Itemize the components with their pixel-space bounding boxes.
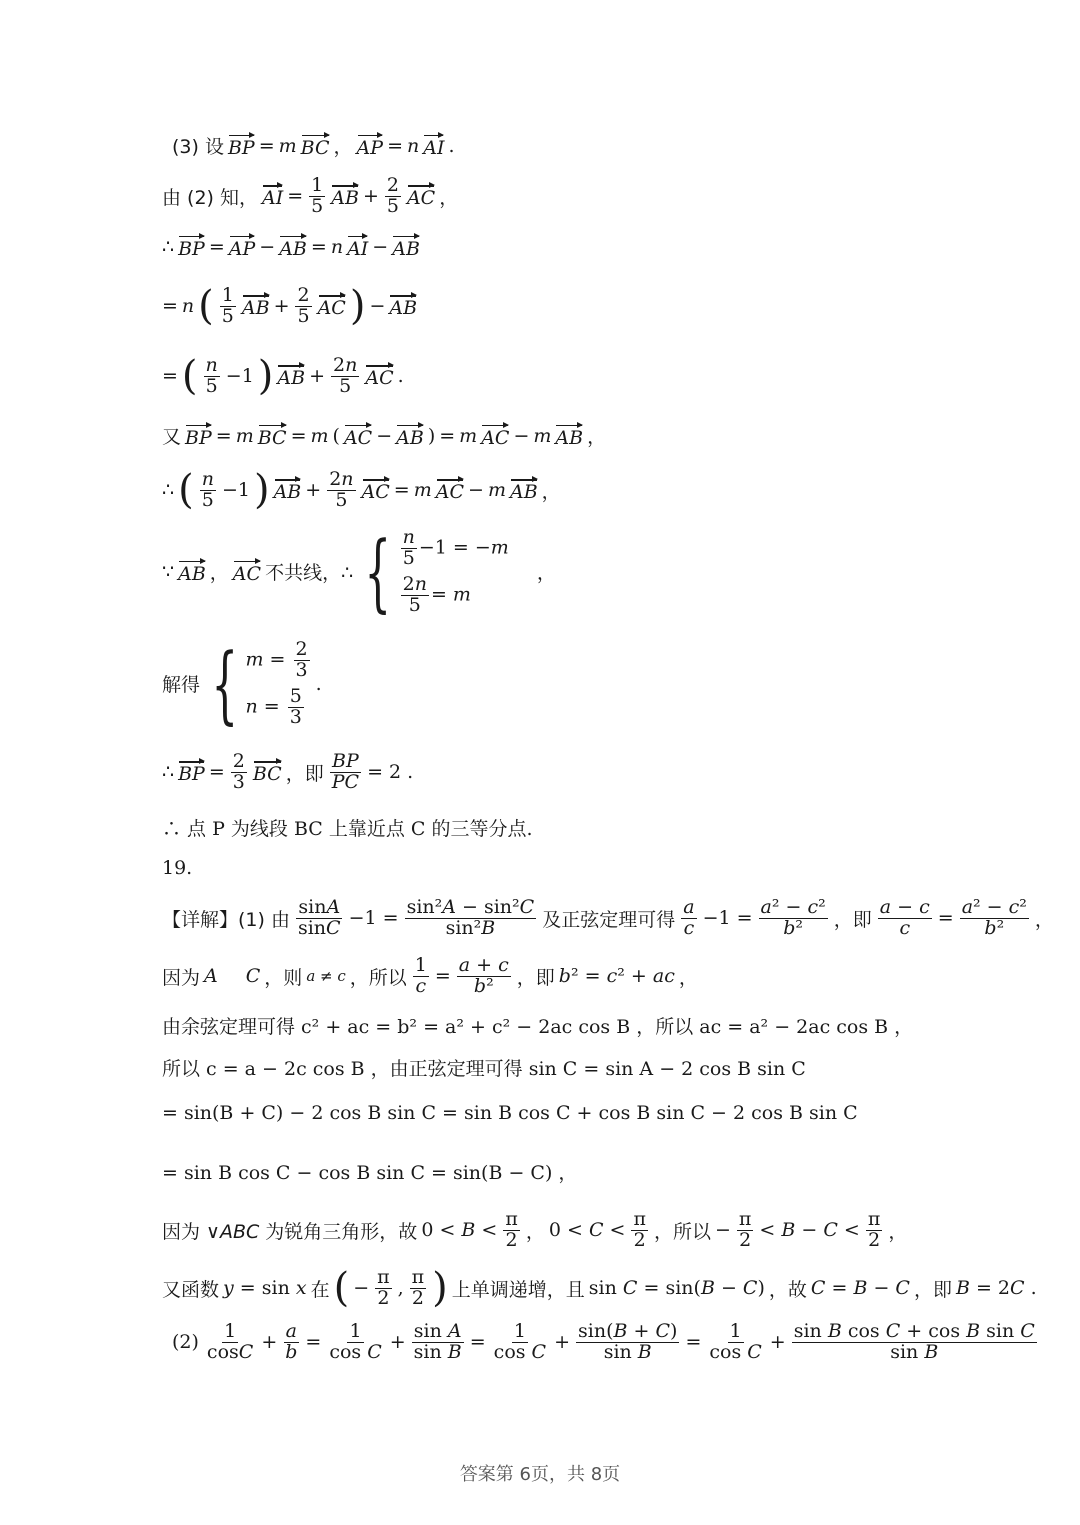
line-simplify: = ( $\frac{n}{5}$ −1 ) AB + $\frac{2n}{5}$ AC . — [162, 353, 404, 400]
line-sin-diff: = sin B cos C − cos B sin C = sin(B − C) ， — [162, 1162, 578, 1184]
line-a-neq-c: 因为 A C ，则 a ≠ c ，所以 $\frac{1}{c}$ = $\frac{a + c}{\text{b²}}$ ，即 b² = c² + ac ， — [162, 954, 698, 997]
line-noncollinear: ∵ AB ， AC 不共线，∴ { $\frac{n}{5}$ −1 = −m $\frac{2n}{5}$ = m ， — [162, 522, 556, 621]
line-substitute: = n ( $\frac{1}{5}$ AB + $\frac{2}{5}$ AC ) − AB — [162, 283, 418, 330]
line-part2: (2) $\frac{1}{\cos C}$ + $\frac{a}{b}$ = $\frac{1}{\text{cos C}}$ + $\frac{\text{sin A}}{\text{sin B}}$ = $\frac{1}{\text{cos C}}$ + $\frac{\sin(B + C)}{\text{sin B}}$ = $\frac{1}{\text{cos C}}$ + $\frac{\text{sin B cos C + cos B sin C}}{\text{sin B}}$ — [172, 1320, 1035, 1363]
line-ratio: ∴ BP = $\frac{2}{3}$ BC ，即 $\frac{BP}{PC}$ = 2 . — [162, 750, 414, 793]
line-monotonic: 又函数 y = sin x 在 ( − $\frac{\pi}{2}$ , $\frac{\pi}{2}$ ) 上单调递增，且 sin C = sin(B − C) ，故 C = B − C ，即 B = 2C . — [162, 1265, 1037, 1312]
page-footer: 答案第 6页，共 8页 — [459, 1464, 621, 1485]
line-from-part2: 由 (2) 知， AI = $\frac{1}{5}$ AB + $\frac{2}{5}$ AC ， — [162, 174, 459, 217]
line-bp-expand: ∴ BP = AP − AB = n AI − AB — [162, 236, 420, 260]
line-cosine-law: 由余弦定理可得 c² + ac = b² = a² + c² − 2ac cos B ，所以 ac = a² − 2ac cos B ， — [162, 1016, 914, 1038]
line-part3-setup: (3) 设 BP = m BC ， AP = n AI . — [172, 134, 455, 159]
line-equate: ∴ ( $\frac{n}{5}$ −1 ) AB + $\frac{2n}{5}$ AC = m AC − m AB ， — [162, 467, 561, 514]
line-detail-part1: 【详解】(1) 由 $\frac{\sin A}{\sin C}$ −1 = $\frac{\text{sin²A − sin²C}}{\text{sin²B}}$ 及正弦定理可得 $\frac{a}{c}$ −1 = $\frac{\text{a² − c²}}{\text{b²}}$ ，即 $\frac{a - c}{c}$ = $\frac{\text{a² − c²}}{\text{b²}}$ ， — [162, 896, 1054, 939]
line-acute-triangle: 因为 ∨ABC 为锐角三角形，故 0 < B < $\frac{\pi}{2}$ ， 0 < C < $\frac{\pi}{2}$ ，所以 − $\frac{\pi}{2}$ < B − C < $\frac{\pi}{2}$ ， — [162, 1208, 908, 1251]
line-bp-mbc: 又 BP = m BC = m ( AC − AB ) = m AC − m AB ， — [162, 424, 607, 449]
problem-number: 19. — [162, 857, 193, 879]
line-conclusion: ∴ 点 P 为线段 BC 上靠近点 C 的三等分点. — [162, 818, 533, 840]
line-sine-law: 所以 c = a − 2c cos B ，由正弦定理可得 sin C = sin A − 2 cos B sin C — [162, 1058, 806, 1080]
line-expand-sin: = sin(B + C) − 2 cos B sin C = sin B cos C + cos B sin C − 2 cos B sin C — [162, 1102, 858, 1124]
line-solve: 解得 { m = $\frac{2}{3}$ n = $\frac{5}{3}$ . — [162, 634, 322, 733]
